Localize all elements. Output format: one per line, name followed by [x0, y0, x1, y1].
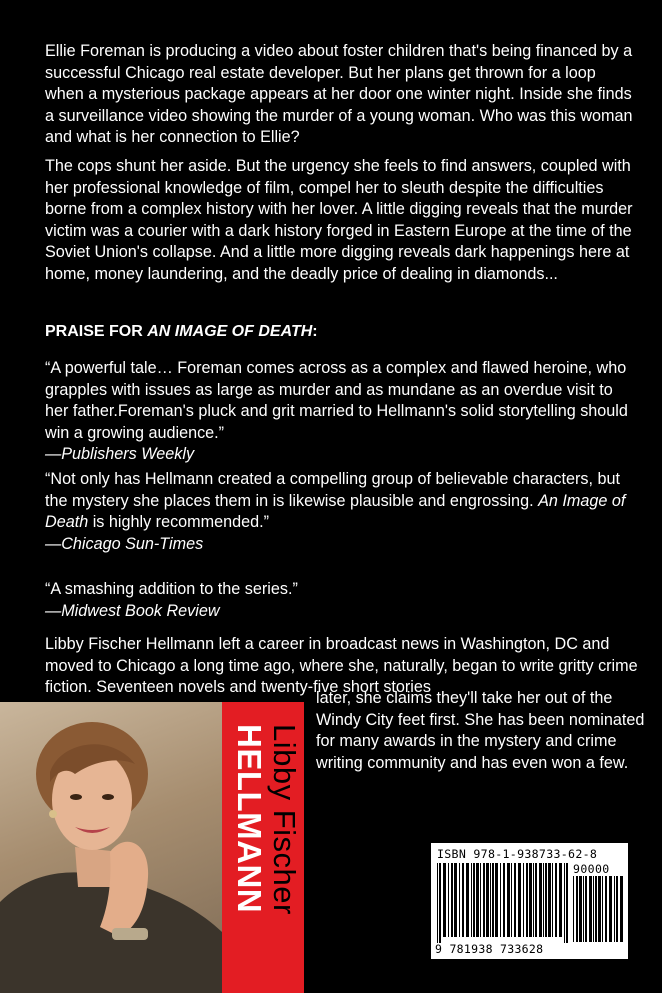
barcode-bar	[602, 876, 603, 942]
barcode-bar	[473, 863, 475, 937]
author-bio-part-2: later, she claims they'll take her out of the Windy City feet first. She has been nominated for many awards in the mystery and crime writing community and has even won a few.	[316, 689, 645, 772]
barcode-bar	[593, 876, 594, 942]
barcode-bar	[454, 863, 457, 937]
barcode-bar	[566, 863, 568, 943]
barcode-bar	[545, 863, 547, 937]
isbn-text: ISBN 978-1-938733-62-8	[437, 847, 598, 861]
barcode-bars	[437, 863, 569, 943]
barcode-bar	[480, 863, 481, 937]
review-quote-book-title: An Image of Death	[45, 491, 626, 531]
author-name-band	[222, 702, 304, 993]
barcode-bar	[511, 863, 512, 937]
barcode-bar	[533, 863, 534, 937]
barcode-bar	[443, 863, 446, 937]
barcode-bar	[583, 876, 584, 942]
blurb-paragraph-1: Ellie Foreman is producing a video about foster children that's being financed by a successful Chicago real estate developer. But her plans get thrown for a loop when a mysterious package appears at her door one winter night. Inside she finds a surveillance video showing the murder of a young woman. Who was this woman and what is her connection to Ellie?	[45, 42, 633, 146]
barcode-bar	[451, 863, 453, 937]
review-source: —Chicago Sun-Times	[45, 534, 204, 553]
barcode-bar	[490, 863, 491, 937]
barcode-bar	[620, 876, 623, 942]
barcode-bar	[523, 863, 524, 937]
author-first-name: Libby Fischer	[267, 724, 302, 915]
barcode-bar	[605, 876, 607, 942]
price-addon-code: 90000	[573, 862, 610, 876]
barcode-bar	[526, 863, 528, 937]
barcode-bar	[495, 863, 498, 937]
barcode-bar	[486, 863, 489, 937]
barcode-bar	[471, 863, 472, 937]
barcode-bar	[543, 863, 544, 937]
review-source: —Publishers Weekly	[45, 445, 195, 463]
barcode-bar	[539, 863, 542, 937]
barcode-bar	[500, 863, 501, 937]
praise-heading	[45, 323, 318, 341]
review-quote-text: “A smashing addition to the series.”	[45, 580, 298, 598]
barcode-bar	[616, 876, 618, 942]
barcode-bar	[529, 863, 532, 937]
barcode-bar	[552, 863, 553, 937]
author-bio-part-1: Libby Fischer Hellmann left a career in broadcast news in Washington, DC and moved to Chicago a long time ago, where she, naturally, began to write gritty crime fiction. Seventeen novels and twenty-five short stories	[45, 635, 638, 696]
praise-heading-prefix: PRAISE FOR	[45, 323, 148, 340]
barcode-bar	[476, 863, 479, 937]
barcode-bar	[437, 863, 438, 943]
review-source: —Midwest Book Review	[45, 601, 220, 620]
barcode-bar	[573, 876, 574, 942]
praise-heading-suffix: :	[312, 323, 318, 340]
review-quote-3	[45, 579, 635, 622]
barcode-bar	[595, 876, 597, 942]
barcode-bar	[492, 863, 494, 937]
praise-heading-title: AN IMAGE OF DEATH	[147, 323, 313, 340]
barcode-bar	[609, 876, 612, 942]
barcode-bar	[598, 876, 601, 942]
barcode-bar	[503, 863, 505, 937]
barcode-bar	[459, 863, 460, 937]
review-quote-text: “A powerful tale… Foreman comes across as a complex and flawed heroine, who grapples with issues as large as murder and as mundane as an overdue visit to her father.Foreman's pluck and grit married to Hellmann's solid storytelling should win a growing audience.”	[45, 359, 628, 442]
review-quote-text-end: is highly recommended.”	[88, 513, 270, 531]
ean-number: 9 781938 733628	[435, 942, 544, 956]
author-last-name: HELLMANN	[231, 724, 268, 914]
review-quote-1	[45, 358, 635, 466]
addon-barcode-bars	[573, 876, 623, 942]
barcode-bar	[462, 863, 464, 937]
barcode-bar	[507, 863, 510, 937]
barcode-bar	[579, 876, 582, 942]
isbn-barcode	[431, 843, 628, 959]
barcode-bar	[589, 876, 592, 942]
barcode-bar	[564, 863, 565, 943]
barcode-bar	[535, 863, 537, 937]
author-name	[222, 702, 304, 993]
barcode-bar	[576, 876, 578, 942]
blurb-paragraph-2: The cops shunt her aside. But the urgency she feels to find answers, coupled with her professional knowledge of film, compel her to sleuth despite the difficulties borne from a complex history with her lover. A little digging reveals that the murder victim was a courier with a dark history forged in Eastern Europe at the time of the Soviet Union's collapse. And a little more digging reveals dark happenings here at home, money laundering, and the deadly price of dealing in diamonds...	[45, 157, 633, 283]
barcode-bar	[548, 863, 551, 937]
barcode-bar	[555, 863, 557, 937]
author-photo	[0, 702, 222, 993]
barcode-bar	[614, 876, 615, 942]
barcode-bar	[585, 876, 587, 942]
review-quote-text: “Not only has Hellmann created a compelling group of believable characters, but the mystery she places them in is likewise plausible and engrossing.	[45, 470, 620, 510]
barcode-bar	[559, 863, 562, 937]
barcode-bar	[518, 863, 521, 937]
barcode-bar	[466, 863, 469, 937]
barcode-bar	[483, 863, 485, 937]
barcode-bar	[514, 863, 516, 937]
barcode-bar	[439, 863, 441, 943]
barcode-bar	[448, 863, 449, 937]
review-quote-2	[45, 469, 635, 555]
